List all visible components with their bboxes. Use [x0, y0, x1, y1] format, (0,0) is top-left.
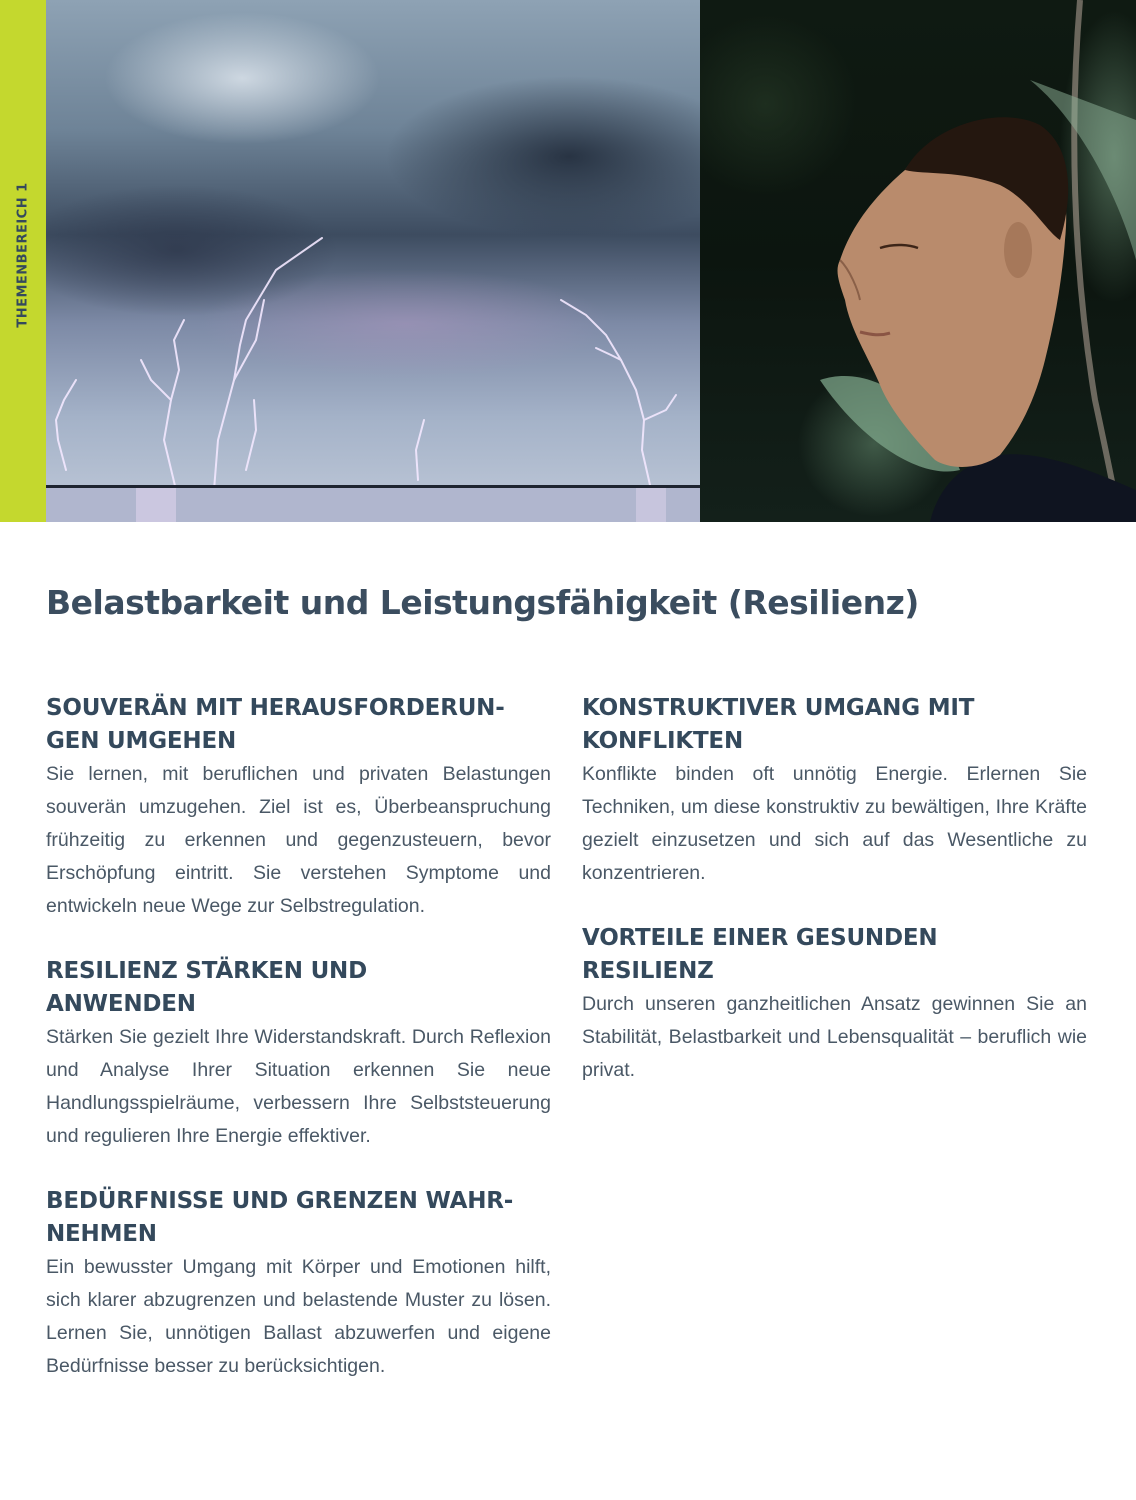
section-heading [582, 692, 1087, 758]
section-heading [46, 692, 551, 758]
section-body: Konflikte binden oft unnötig Energie. Erlernen Sie Techniken, um diese konstruktiv zu bewältigen, Ihre Kräfte gezielt einzusetzen und sich auf das Wesentliche zu konzentrieren. [582, 763, 1087, 884]
section-heading [46, 1185, 551, 1251]
section-needs-boundaries [46, 1185, 551, 1383]
section-body: Stärken Sie gezielt Ihre Widerstandskraft. Durch Reflexion und Analyse Ihrer Situation erkennen Sie neue Handlungsspielräume, verbessern Ihre Selbststeuerung und regulieren Ihre Energie effektiver. [46, 1026, 551, 1147]
section-body: Ein bewusster Umgang mit Körper und Emotionen hilft, sich klarer abzugrenzen und belastende Muster zu lösen. Lernen Sie, unnötigen Ballast abzuwerfen und eigene Bedürfnisse besser zu berücksichtigen. [46, 1256, 551, 1377]
heading-line: KONSTRUKTIVER UMGANG MIT [582, 695, 975, 721]
page-title: Belastbarkeit und Leistungsfähigkeit (Resilienz) [46, 583, 919, 622]
heading-line: SOUVERÄN MIT HERAUSFORDERUN- [46, 695, 505, 721]
section-benefits [582, 922, 1087, 1087]
section-challenges [46, 692, 551, 923]
lightning-icon [46, 0, 700, 522]
woman-portrait-image [700, 0, 1136, 522]
heading-line: KONFLIKTEN [582, 728, 743, 754]
heading-line: RESILIENZ [582, 958, 714, 984]
section-conflicts [582, 692, 1087, 890]
heading-line: RESILIENZ STÄRKEN UND [46, 958, 367, 984]
section-strengthen-resilience [46, 955, 551, 1153]
heading-line: ANWENDEN [46, 991, 196, 1017]
section-heading [582, 922, 1087, 988]
left-column [46, 692, 551, 1415]
storm-lightning-image [46, 0, 700, 522]
section-heading [46, 955, 551, 1021]
topic-side-band [0, 0, 46, 522]
heading-line: GEN UMGEHEN [46, 728, 237, 754]
right-column [582, 692, 1087, 1119]
portrait-icon [700, 0, 1136, 522]
heading-line: NEHMEN [46, 1221, 157, 1247]
heading-line: VORTEILE EINER GESUNDEN [582, 925, 938, 951]
topic-label: THEMENBEREICH 1 [15, 182, 31, 328]
section-body: Sie lernen, mit beruflichen und privaten Belastungen souverän umzugehen. Ziel ist es, Überbeanspruchung frühzeitig zu erkennen und gegenzusteuern, bevor Erschöpfung eintritt. Sie verstehen Symptome und entwickeln neue Wege zur Selbstregulation. [46, 763, 551, 917]
heading-line: BEDÜRFNISSE UND GRENZEN WAHR- [46, 1188, 514, 1214]
section-body: Durch unseren ganzheitlichen Ansatz gewinnen Sie an Stabilität, Belastbarkeit und Lebensqualität – beruflich wie privat. [582, 993, 1087, 1081]
